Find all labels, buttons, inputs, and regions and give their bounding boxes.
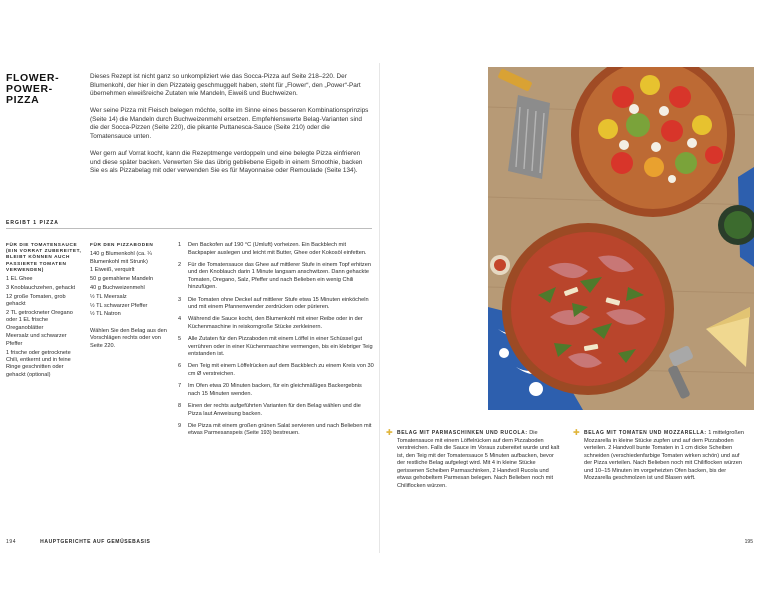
step-number: 8 (178, 403, 182, 410)
ingredient-item: 140 g Blumenkohl (ca. ¼ Blumenkohl mit Strunk) (90, 251, 152, 265)
step-text: Die Tomaten ohne Deckel auf mittlerer Stufe etwa 15 Minuten einköcheln und mit einem Pfannenwender zerdrücken oder pürieren. (188, 296, 369, 311)
step-text: Den Teig mit einem Löffelrücken auf dem Backblech zu einem Kreis von 30 cm Ø verstreichen. (188, 363, 374, 377)
ingredient-item: 40 g Buchweizenmehl (90, 285, 145, 291)
divider (6, 228, 372, 229)
left-footer (6, 539, 150, 545)
step-number: 1 (178, 242, 182, 248)
right-page (381, 63, 761, 553)
step-number: 9 (178, 422, 182, 429)
step (178, 423, 374, 438)
step-text: Im Ofen etwa 20 Minuten backen, für ein gleichmäßiges Backergebnis nach 15 Minuten wenden. (188, 383, 362, 397)
page-number: 194 (6, 539, 17, 545)
section-title: HAUPTGERICHTE AUF GEMÜSEBASIS (40, 539, 151, 545)
variation-heading: BELAG MIT PARMASCHINKEN UND RUCOLA: (397, 430, 528, 436)
star-bullet-icon: ✚ (386, 428, 393, 437)
step (178, 242, 374, 257)
recipe-title: FLOWER- POWER- PIZZA (6, 72, 60, 106)
ingredient-item: 1 frische oder getrocknete Chili, entkernt und in feine Ringe geschnitten oder gehackt (optional) (6, 349, 71, 378)
step (178, 316, 374, 331)
ingredient-item: 12 große Tomaten, grob gehackt (6, 293, 66, 308)
step (178, 297, 374, 312)
ingredient-item: 3 Knoblauchzehen, gehackt (6, 284, 76, 291)
step (178, 363, 374, 378)
step-text: Die Pizza mit einem großen grünen Salat servieren und nach Belieben mit etwas Parmesanspeis (Seite 193) bestreuen. (188, 422, 372, 437)
step-text: Den Backofen auf 190 °C (Umluft) vorheizen. Ein Backblech mit Backpapier auslegen und leicht mit Butter, Ghee oder Kokosöl einfetten. (188, 242, 367, 256)
ingredients-header: FÜR DEN PIZZABODEN (90, 242, 154, 247)
variation-tomato-mozzarella (573, 428, 748, 483)
step (178, 403, 374, 418)
pizza-photo-illustration (488, 67, 754, 410)
variation-parma-rucola (386, 428, 561, 490)
left-page (0, 63, 380, 553)
star-bullet-icon: ✚ (573, 428, 580, 437)
step-text: Einen der rechts aufgeführten Varianten für den Belag wählen und die Pizza laut Anweisung backen. (188, 403, 361, 417)
intro-paragraph: Wer seine Pizza mit Fleisch belegen möchte, sollte im Sinne eines besseren Kombinationsprinzips (Seite 14) die Mandeln durch Buchweizenmehl ersetzen. Empfehlenswerte Belag-Varianten sind die der Socca-Pizzen (Seite 220), die pikante Puttanesca-Sauce (Seite 210) oder die Tomatensauce unten. (90, 107, 369, 140)
variation-text: Die Tomatensauce mit einem Löffelrücken auf dem Pizzaboden verstreichen. Falls die Sauce im Voraus zubereitet wurde und kalt ist, den Teig mit der Tomatensauce 5 Minuten aufbacken, bevor der restliche Belag aufgelegt wird. Mit 4 in kleine Stücke gerissenen Scheiben Parmaschinken, 2 Handvoll Rucola und etwas gehobeltem Parmesan belegen. Nach Belieben noch mit Chiliflocken würzen. (397, 430, 560, 489)
step-text: Für die Tomatensauce das Ghee auf mittlerer Stufe in einem Topf erhitzen und den Knoblauch darin 1 Minute langsam anschwitzen. Dann gehackte Tomaten, Oregano, Salz, Pfeffer und nach Belieben ein wenig Chili hinzufügen. (188, 261, 371, 291)
ingredient-item: 50 g gemahlene Mandeln (90, 276, 154, 283)
step-number: 7 (178, 383, 182, 390)
ingredients-header: FÜR DIE TOMATENSAUCE (EIN VORRAT ZUBEREITET, BLEIBT KÖNNEN AUCH PASSIERTE TOMATEN VERWENDEN) (6, 242, 82, 272)
step (178, 262, 374, 292)
base-ingredients (90, 242, 170, 350)
step-number: 4 (178, 316, 182, 323)
step-number: 5 (178, 336, 182, 343)
sauce-ingredients (6, 242, 84, 381)
step-text: Alle Zutaten für den Pizzaboden mit einem Löffel in einer Schüssel gut verrühren oder in einer Küchenmaschine vermengen, bis ein klebriger Teig entstanden ist. (188, 336, 373, 358)
ingredient-item: ½ TL Meersalz (90, 293, 127, 300)
page-number: 195 (744, 539, 753, 545)
ingredient-item: ½ TL Natron (90, 311, 121, 318)
step (178, 383, 374, 398)
ingredient-item: ½ TL schwarzer Pfeffer (90, 302, 148, 309)
ingredient-item: 1 EL Ghee (6, 276, 33, 283)
intro-paragraph: Dieses Rezept ist nicht ganz so unkompliziert wie das Socca-Pizza auf Seite 218–220. Der Blumenkohl, der hier in den Pizzateig geschmuggelt haben, steht für „Flower“, den „Power“-Part übernehmen eiweißreiche Zutaten wie Mandeln, Eiweiß und Buchweizen. (90, 73, 361, 98)
recipe-intro (90, 73, 370, 184)
variation-heading: BELAG MIT TOMATEN UND MOZZARELLA: (584, 430, 707, 436)
topping-note: Wählen Sie den Belag aus den Vorschlägen rechts oder von Seite 220. (90, 327, 167, 349)
ingredient-item: Meersalz und schwarzer Pfeffer (6, 333, 67, 347)
intro-paragraph: Wer gern auf Vorrat kocht, kann die Rezeptmenge verdoppeln und eine belegte Pizza einfrieren und diese später backen. Verwerten Sie das übrig gebliebene Eigelb in einem Smoothie, backen Sie es als Pizzabelag mit oder verwenden Sie es für Mayonnaise oder Remoulade (Seite 134). (90, 149, 363, 175)
step-number: 2 (178, 261, 182, 268)
step-text: Während die Sauce kocht, den Blumenkohl mit einer Reibe oder in der Küchenmaschine in reiskorngroße Stücke zerkleinern. (188, 316, 363, 330)
ingredient-item: 2 TL getrockneter Oregano oder 1 EL frische Oreganoblätter (6, 309, 73, 331)
variation-text: 1 mittelgroßen Mozzarella in kleine Stücke zupfen und auf dem Pizzaboden verteilen. 2 Handvoll bunte Tomaten in 1 cm dicke Scheiben schneiden (verschiedenfarbige Tomaten wirken schön) und auf der Pizza verteilen. Nach Belieben noch mit Chiliflocken würzen und 10–15 Minuten im vorgeheizten Ofen backen, bis der Mozzarella geschmolzen ist und Blasen wirft. (584, 430, 744, 481)
serves-label: ERGIBT 1 PIZZA (6, 220, 59, 226)
method-steps (178, 242, 374, 443)
step (178, 336, 374, 359)
step-number: 6 (178, 363, 182, 370)
pizza-photo (488, 67, 754, 410)
ingredient-item: 1 Eiweiß, verquirlt (90, 267, 135, 274)
step-number: 3 (178, 296, 182, 303)
